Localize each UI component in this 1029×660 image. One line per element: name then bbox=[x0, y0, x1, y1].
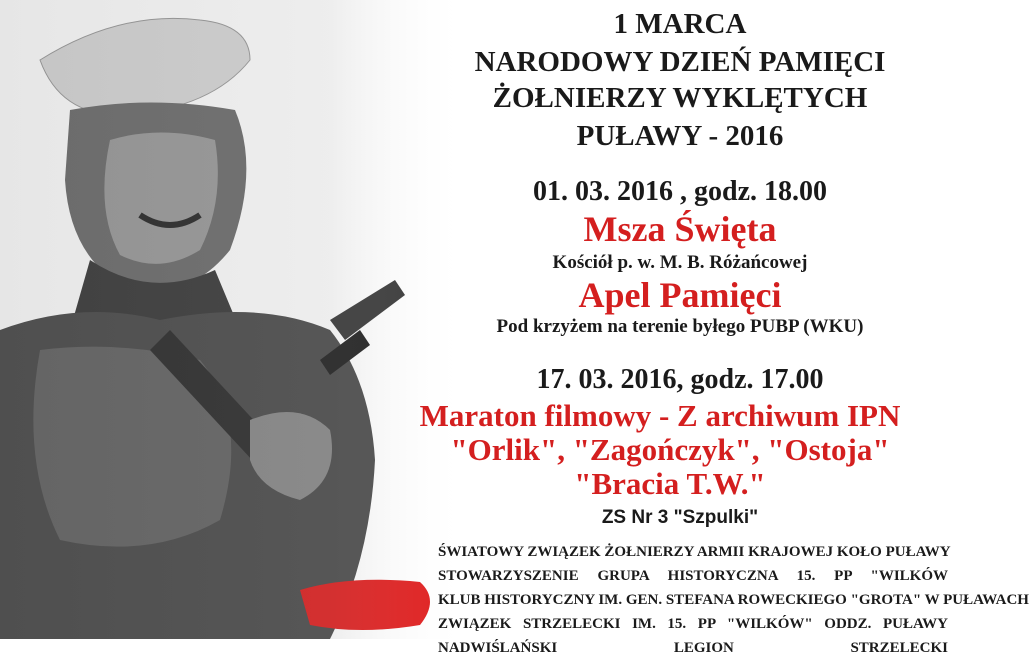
event1-place-cross: Pod krzyżem na terenie byłego PUBP (WKU) bbox=[496, 316, 864, 337]
event2-films: "Orlik", "Zagończyk", "Ostoja" bbox=[450, 432, 890, 467]
heading-subtitle: ŻOŁNIERZY WYKLĘTYCH bbox=[492, 82, 868, 114]
event1-place-church: Kościół p. w. M. B. Różańcowej bbox=[552, 252, 808, 273]
event2-title-marathon: Maraton filmowy - Z archiwum IPN bbox=[419, 398, 901, 433]
organizer-item: NADWIŚLAŃSKI LEGION STRZELECKI bbox=[438, 640, 948, 656]
event2-film-bracia: "Bracia T.W." bbox=[574, 466, 766, 501]
heading-date: 1 MARCA bbox=[613, 8, 747, 40]
event1-date: 01. 03. 2016 , godz. 18.00 bbox=[533, 176, 827, 207]
heading-title: NARODOWY DZIEŃ PAMIĘCI bbox=[474, 46, 886, 78]
heading-city-year: PUŁAWY - 2016 bbox=[576, 120, 784, 152]
event1-title-apel: Apel Pamięci bbox=[578, 275, 782, 315]
organizer-item: ZWIĄZEK STRZELECKI IM. 15. PP "WILKÓW" ODDZ. PUŁAWY bbox=[438, 616, 948, 632]
event1-title-mass: Msza Święta bbox=[583, 209, 777, 249]
organizer-item: KLUB HISTORYCZNY IM. GEN. STEFANA ROWECKIEGO "GROTA" W PUŁAWACH bbox=[438, 592, 1029, 608]
organizers-list bbox=[438, 540, 1029, 660]
organizer-item: ŚWIATOWY ZWIĄZEK ŻOŁNIERZY ARMII KRAJOWEJ KOŁO PUŁAWY bbox=[438, 544, 951, 560]
organizer-item: STOWARZYSZENIE GRUPA HISTORYCZNA 15. PP "WILKÓW bbox=[438, 568, 948, 584]
event2-date: 17. 03. 2016, godz. 17.00 bbox=[536, 364, 824, 395]
event2-place-school: ZS Nr 3 "Szpulki" bbox=[601, 507, 759, 528]
